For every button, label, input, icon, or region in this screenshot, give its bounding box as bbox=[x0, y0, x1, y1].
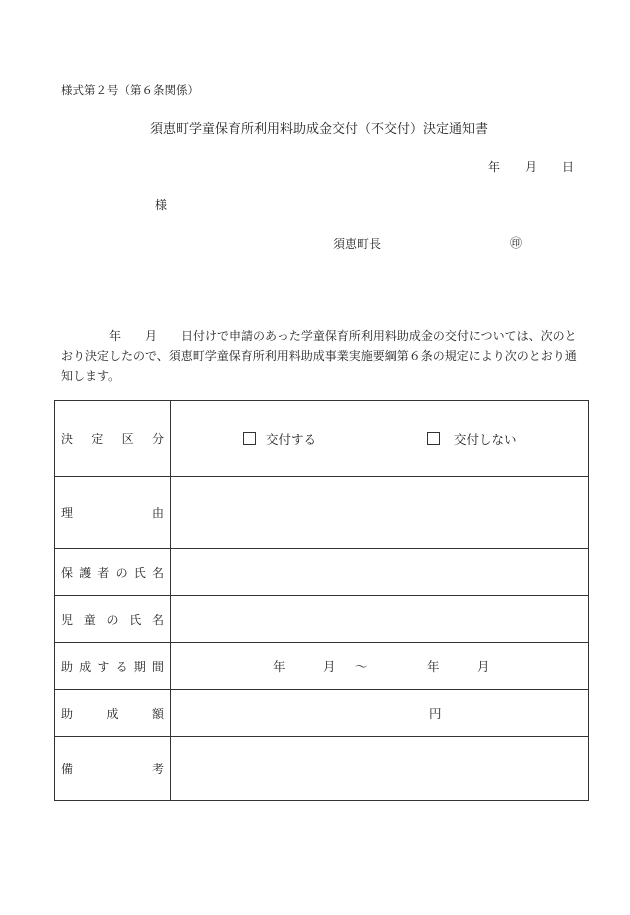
label-char: す bbox=[97, 659, 110, 674]
form-number: 様式第２号（第６条関係） bbox=[61, 83, 199, 97]
period-start-month: 月 bbox=[323, 659, 336, 674]
addressee-honorific: 様 bbox=[155, 198, 168, 212]
label-char: 決 bbox=[61, 432, 74, 446]
row-period bbox=[55, 643, 589, 690]
decision-value-cell bbox=[171, 401, 589, 477]
label-char: 間 bbox=[151, 659, 164, 674]
label-char: 護 bbox=[79, 565, 92, 580]
row-guardian bbox=[55, 549, 589, 596]
label-char: 保 bbox=[61, 565, 74, 580]
period-end-month: 月 bbox=[477, 659, 490, 674]
label-char: 区 bbox=[121, 432, 134, 446]
option-grant[interactable]: 交付する bbox=[243, 430, 316, 448]
label-char: 分 bbox=[151, 432, 164, 446]
row-reason bbox=[55, 477, 589, 549]
guardian-name-field[interactable] bbox=[171, 549, 589, 596]
checkbox-deny[interactable] bbox=[427, 432, 440, 445]
seal-mark: ㊞ bbox=[510, 236, 523, 250]
row-amount bbox=[55, 690, 589, 737]
label-char: 名 bbox=[151, 612, 164, 627]
document-title: 須恵町学童保育所利用料助成金交付（不交付）決定通知書 bbox=[150, 122, 489, 137]
label-char: 期 bbox=[133, 659, 146, 674]
remarks-field[interactable] bbox=[171, 737, 589, 801]
label-char: 助 bbox=[61, 659, 74, 674]
body-text: 日付けで申請のあった学童保育所利用料助成金の交付については、次のとおり決定したので、須恵町学童保育所利用料助成事業実施要綱第６条の規定により次のとおり通知します。 bbox=[61, 329, 577, 383]
label-char: 氏 bbox=[129, 612, 142, 627]
date-year-label: 年 bbox=[488, 160, 501, 174]
label-child-name bbox=[55, 596, 171, 643]
issuer-name: 須恵町長 bbox=[333, 237, 382, 251]
row-decision bbox=[55, 401, 589, 477]
label-char: の bbox=[106, 612, 119, 627]
label-char: 成 bbox=[106, 706, 119, 721]
body-month: 月 bbox=[145, 329, 158, 343]
body-year: 年 bbox=[109, 329, 122, 343]
period-end-year: 年 bbox=[427, 659, 440, 674]
reason-field[interactable] bbox=[171, 477, 589, 549]
option-deny[interactable]: 交付しない bbox=[427, 430, 517, 448]
label-char: 児 bbox=[61, 612, 74, 627]
label-char: 名 bbox=[151, 565, 164, 580]
label-char: 成 bbox=[79, 659, 92, 674]
date-month-label: 月 bbox=[525, 160, 538, 174]
label-char: 理 bbox=[61, 506, 74, 520]
label-char: 者 bbox=[97, 565, 110, 580]
period-start-year: 年 bbox=[273, 659, 286, 674]
date-day-label: 日 bbox=[562, 160, 575, 174]
child-name-field[interactable] bbox=[171, 596, 589, 643]
label-char: 助 bbox=[61, 706, 74, 721]
label-guardian-name bbox=[55, 549, 171, 596]
label-period bbox=[55, 643, 171, 690]
decision-table bbox=[54, 400, 589, 801]
label-remarks bbox=[55, 737, 171, 801]
label-reason bbox=[55, 477, 171, 549]
label-char: 定 bbox=[91, 432, 104, 446]
notification-body bbox=[61, 326, 581, 386]
label-amount bbox=[55, 690, 171, 737]
label-char: る bbox=[115, 659, 128, 674]
amount-unit: 円 bbox=[429, 706, 442, 721]
label-char: 額 bbox=[151, 706, 164, 721]
label-char: の bbox=[115, 565, 128, 580]
period-tilde: ～ bbox=[355, 659, 368, 674]
row-remarks bbox=[55, 737, 589, 801]
label-char: 考 bbox=[151, 762, 164, 776]
label-decision bbox=[55, 401, 171, 477]
checkbox-grant[interactable] bbox=[243, 432, 256, 445]
amount-field[interactable] bbox=[171, 690, 589, 737]
label-char: 童 bbox=[83, 612, 96, 627]
label-char: 氏 bbox=[133, 565, 146, 580]
period-field[interactable] bbox=[171, 643, 589, 690]
label-char: 由 bbox=[151, 506, 164, 520]
row-child bbox=[55, 596, 589, 643]
label-char: 備 bbox=[61, 762, 74, 776]
